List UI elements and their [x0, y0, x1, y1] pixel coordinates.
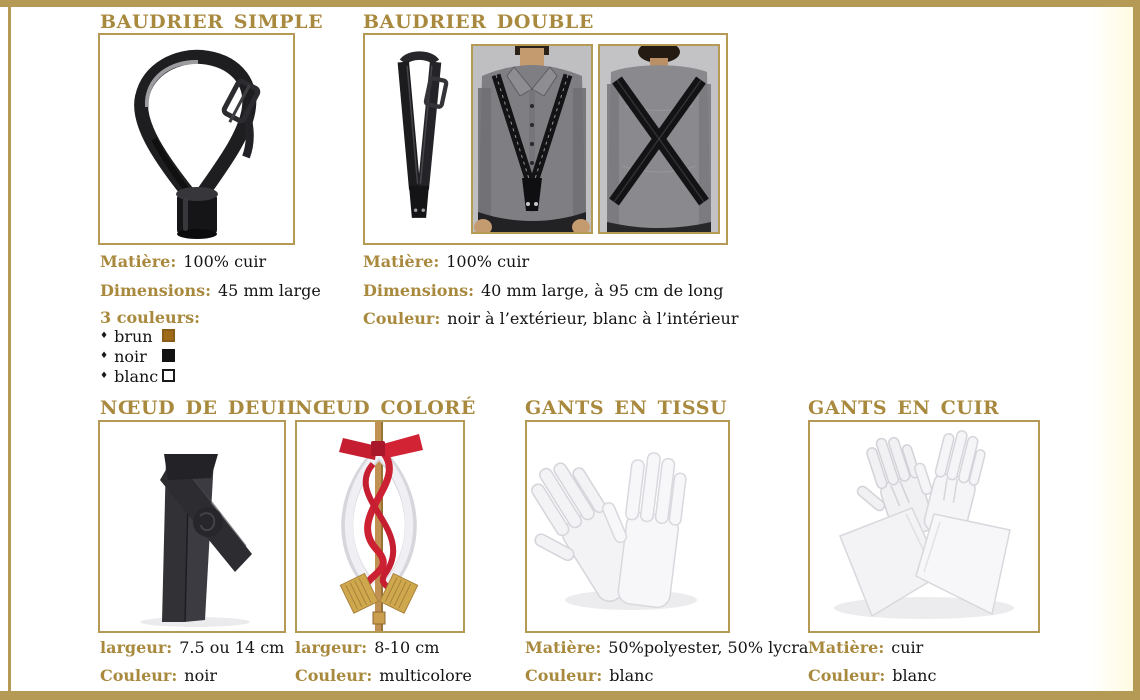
spec-value: multicolore [379, 666, 472, 685]
spec-label: Matière: [808, 638, 885, 657]
spec-value: 40 mm large, à 95 cm de long [481, 281, 724, 300]
spec-value: noir à l’extérieur, blanc à l’intérieur [447, 309, 739, 328]
page-border-right [1133, 0, 1140, 700]
product-title-noeud-colore: NŒUD COLORÉ [295, 397, 476, 419]
product-title-baudrier-simple: BAUDRIER SIMPLE [100, 11, 324, 33]
spec-label: Couleur: [363, 309, 441, 328]
spec-label: Couleur: [100, 666, 178, 685]
product-title-gants-cuir: GANTS EN CUIR [808, 397, 1000, 419]
colors-title: 3 couleurs: [100, 308, 200, 327]
spec-label: Dimensions: [100, 281, 211, 300]
color-swatch-blanc [162, 369, 175, 382]
bullet-icon: ♦ [100, 371, 109, 381]
spec-value: 100% cuir [183, 252, 267, 271]
page-edge-tint [1090, 7, 1133, 691]
color-swatch-brun [162, 329, 175, 342]
spec-largeur-noeud-deuil [100, 638, 284, 657]
spec-matiere-gants-cuir [808, 638, 923, 657]
product-title-baudrier-double: BAUDRIER DOUBLE [363, 11, 594, 33]
spec-value: 7.5 ou 14 cm [179, 638, 285, 657]
bullet-icon: ♦ [100, 351, 109, 361]
spec-value: 8-10 cm [374, 638, 440, 657]
spec-value: blanc [609, 666, 654, 685]
spec-matiere-baudrier-double [363, 252, 529, 271]
spec-matiere-gants-tissu [525, 638, 808, 657]
baudrier-simple-illustration [100, 35, 293, 243]
spec-label: Couleur: [808, 666, 886, 685]
color-option-blanc [100, 367, 192, 385]
color-option-brun [100, 327, 192, 345]
gants-cuir-image [808, 420, 1040, 633]
spec-value: 45 mm large [218, 281, 321, 300]
bullet-icon: ♦ [100, 331, 109, 341]
page-border-top [0, 0, 1140, 7]
color-swatch-noir [162, 349, 175, 362]
baudrier-double-back-photo [598, 44, 720, 234]
color-name: blanc [114, 366, 159, 386]
spec-couleur-baudrier-double [363, 309, 738, 328]
spec-value: blanc [892, 666, 937, 685]
color-name: brun [114, 326, 153, 346]
spec-dimensions-baudrier-double [363, 281, 723, 300]
gants-tissu-illustration [527, 422, 728, 631]
noeud-colore-image [295, 420, 465, 633]
spec-label: largeur: [100, 638, 173, 657]
spec-value: 50%polyester, 50% lycra [608, 638, 809, 657]
baudrier-simple-image [98, 33, 295, 245]
spec-largeur-noeud-colore [295, 638, 439, 657]
spec-value: noir [184, 666, 217, 685]
spec-couleur-gants-cuir [808, 666, 936, 685]
spec-label: Matière: [100, 252, 177, 271]
spec-couleur-gants-tissu [525, 666, 653, 685]
gants-tissu-image [525, 420, 730, 633]
spec-matiere-baudrier-simple [100, 252, 266, 271]
baudrier-double-product-illustration [371, 42, 466, 236]
spec-label: Couleur: [295, 666, 373, 685]
noeud-de-deuil-illustration [100, 422, 284, 631]
spec-label: Couleur: [525, 666, 603, 685]
product-title-gants-tissu: GANTS EN TISSU [525, 397, 728, 419]
color-name: noir [114, 346, 147, 366]
noeud-de-deuil-image [98, 420, 286, 633]
spec-couleur-noeud-colore [295, 666, 472, 685]
spec-value: cuir [891, 638, 924, 657]
page-border-bottom [0, 691, 1140, 700]
product-title-noeud-de-deuil: NŒUD DE DEUIL [100, 397, 301, 419]
gants-cuir-illustration [810, 422, 1038, 631]
spec-label: Matière: [525, 638, 602, 657]
spec-label: Dimensions: [363, 281, 474, 300]
spec-value: 100% cuir [446, 252, 530, 271]
color-option-noir [100, 347, 192, 365]
baudrier-double-front-photo [471, 44, 593, 234]
baudrier-double-image [363, 33, 728, 245]
spec-label: Matière: [363, 252, 440, 271]
noeud-colore-illustration [297, 422, 463, 631]
spec-couleur-noeud-deuil [100, 666, 217, 685]
spec-label: largeur: [295, 638, 368, 657]
spec-dimensions-baudrier-simple [100, 281, 321, 300]
page-border-left [8, 7, 11, 691]
